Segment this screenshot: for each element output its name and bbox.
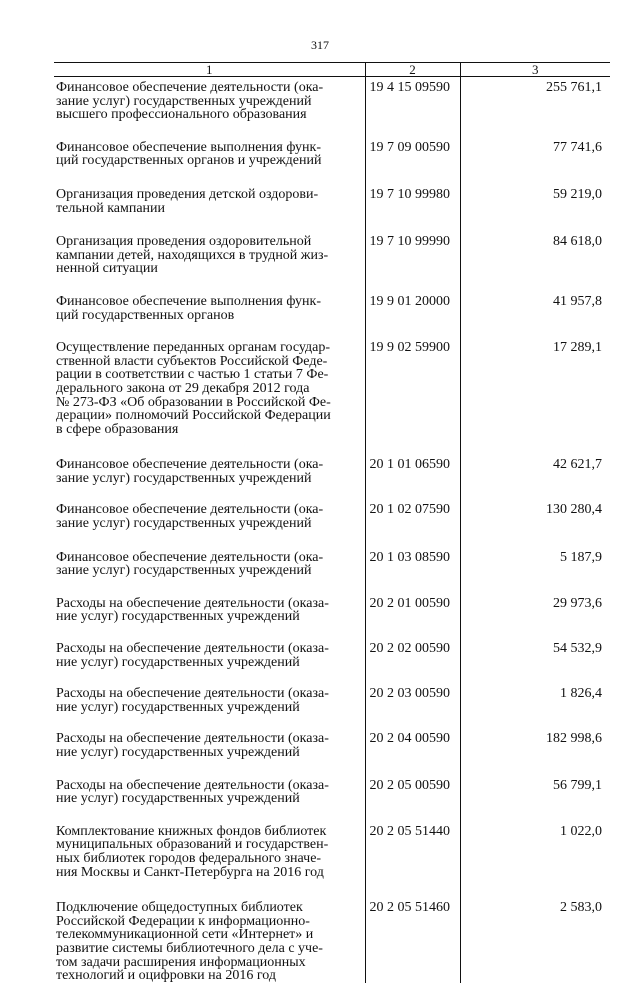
description-line: ние услуг) государственных учреждений <box>56 654 300 670</box>
row-amount: 56 799,1 <box>553 777 602 793</box>
table-header-row <box>54 63 610 77</box>
row-description <box>54 168 365 215</box>
row-code: 20 1 03 08590 <box>365 531 460 578</box>
description-line: Расходы на обеспечение деятельности (оказа- <box>56 641 329 657</box>
row-description <box>54 879 365 983</box>
table-row <box>54 485 610 530</box>
table-row <box>54 276 610 322</box>
row-description <box>54 669 365 714</box>
row-description <box>54 77 365 122</box>
row-description <box>54 714 365 759</box>
description-line: Финансовое обеспечение выполнения функ- <box>56 139 322 155</box>
row-code: 20 1 01 06590 <box>365 436 460 485</box>
row-description <box>54 806 365 879</box>
row-code: 20 1 02 07590 <box>365 485 460 530</box>
row-amount: 1 826,4 <box>560 686 602 702</box>
row-description <box>54 624 365 669</box>
row-code: 20 2 03 00590 <box>365 669 460 714</box>
row-code: 20 2 05 51460 <box>365 879 460 983</box>
description-line: зание услуг) государственных учреждений <box>56 93 312 109</box>
row-amount: 77 741,6 <box>553 139 602 155</box>
row-code: 20 2 02 00590 <box>365 624 460 669</box>
table-row <box>54 168 610 215</box>
description-line: Финансовое обеспечение деятельности (ока- <box>56 549 324 565</box>
description-line: ственной власти субъектов Российской Феде- <box>56 353 328 369</box>
row-amount: 84 618,0 <box>553 234 602 250</box>
row-code: 19 9 01 20000 <box>365 276 460 322</box>
row-amount: 1 022,0 <box>560 823 602 839</box>
description-line: Подключение общедоступных библиотек <box>56 900 303 916</box>
description-line: Расходы на обеспечение деятельности (оказа- <box>56 595 329 611</box>
description-line: Финансовое обеспечение деятельности (ока- <box>56 502 324 518</box>
description-line: ных библиотек городов федерального значе- <box>56 850 322 866</box>
description-line: Комплектование книжных фондов библиотек <box>56 823 327 839</box>
description-line: Финансовое обеспечение выполнения функ- <box>56 293 322 309</box>
row-amount: 255 761,1 <box>546 80 602 95</box>
description-line: том задачи расширения информационных <box>56 954 306 970</box>
table-row <box>54 714 610 759</box>
row-code: 19 4 15 09590 <box>365 77 460 122</box>
description-line: высшего профессионального образования <box>56 107 307 123</box>
page-number: 317 <box>311 38 329 52</box>
row-amount: 29 973,6 <box>553 595 602 611</box>
description-line: ние услуг) государственных учреждений <box>56 699 300 715</box>
row-code: 20 2 01 00590 <box>365 578 460 624</box>
row-description <box>54 276 365 322</box>
row-code: 19 7 10 99980 <box>365 168 460 215</box>
row-amount: 41 957,8 <box>553 293 602 309</box>
table-row <box>54 578 610 624</box>
row-amount: 42 621,7 <box>553 457 602 473</box>
table-row <box>54 77 610 122</box>
description-line: Расходы на обеспечение деятельности (оказа- <box>56 686 329 702</box>
description-line: Расходы на обеспечение деятельности (оказа- <box>56 777 329 793</box>
description-line: ние услуг) государственных учреждений <box>56 791 300 807</box>
row-code: 19 9 02 59900 <box>365 322 460 436</box>
table-row <box>54 436 610 485</box>
description-line: развитие системы библиотечного дела с уче- <box>56 940 323 956</box>
column-header-1: 1 <box>54 63 365 77</box>
table-row <box>54 322 610 436</box>
row-amount: 130 280,4 <box>546 502 602 518</box>
table-row <box>54 624 610 669</box>
row-description <box>54 485 365 530</box>
description-line: дерации» полномочий Российской Федерации <box>56 408 331 424</box>
description-line: муниципальных образований и государствен- <box>56 837 329 853</box>
row-amount: 54 532,9 <box>553 641 602 657</box>
row-description <box>54 578 365 624</box>
row-code: 19 7 09 00590 <box>365 122 460 168</box>
description-line: зание услуг) государственных учреждений <box>56 470 312 486</box>
description-line: зание услуг) государственных учреждений <box>56 563 312 579</box>
description-line: кампании детей, находящихся в трудной жиз- <box>56 247 329 263</box>
description-line: Финансовое обеспечение деятельности (ока- <box>56 80 324 95</box>
description-line: тельной кампании <box>56 200 166 216</box>
budget-table <box>54 62 610 983</box>
row-description <box>54 122 365 168</box>
row-code: 20 2 05 51440 <box>365 806 460 879</box>
row-description <box>54 322 365 436</box>
table-row <box>54 122 610 168</box>
description-line: ния Москвы и Санкт-Петербурга на 2016 год <box>56 864 324 880</box>
table-row <box>54 879 610 983</box>
column-header-2: 2 <box>365 63 460 77</box>
row-code: 19 7 10 99990 <box>365 215 460 276</box>
row-amount: 59 219,0 <box>553 186 602 202</box>
table-row <box>54 760 610 806</box>
row-description <box>54 215 365 276</box>
description-line: Российской Федерации к информационно- <box>56 913 310 929</box>
description-line: ненной ситуации <box>56 261 158 277</box>
description-line: дерального закона от 29 декабря 2012 года <box>56 380 310 396</box>
description-line: телекоммуникационной сети «Интернет» и <box>56 927 314 943</box>
column-header-3: 3 <box>460 63 610 77</box>
description-line: ние услуг) государственных учреждений <box>56 609 300 625</box>
description-line: ций государственных органов и учреждений <box>56 153 322 169</box>
row-code: 20 2 05 00590 <box>365 760 460 806</box>
description-line: Расходы на обеспечение деятельности (оказа- <box>56 731 329 747</box>
table-row <box>54 215 610 276</box>
description-line: Осуществление переданных органам государ- <box>56 340 331 356</box>
description-line: технологий и оцифровки на 2016 год <box>56 968 276 983</box>
row-amount: 182 998,6 <box>546 731 602 747</box>
description-line: № 273-ФЗ «Об образовании в Российской Фе- <box>56 394 331 410</box>
row-amount: 2 583,0 <box>560 900 602 916</box>
row-amount: 5 187,9 <box>560 549 602 565</box>
table-row <box>54 669 610 714</box>
description-line: рации в соответствии с частью 1 статьи 7 Фе- <box>56 367 329 383</box>
description-line: Финансовое обеспечение деятельности (ока- <box>56 457 324 473</box>
description-line: Организация проведения детской оздорови- <box>56 186 319 202</box>
row-description <box>54 760 365 806</box>
row-code: 20 2 04 00590 <box>365 714 460 759</box>
row-amount: 17 289,1 <box>553 340 602 356</box>
row-description <box>54 436 365 485</box>
description-line: ние услуг) государственных учреждений <box>56 745 300 760</box>
description-line: в сфере образования <box>56 421 179 437</box>
description-line: зание услуг) государственных учреждений <box>56 516 312 532</box>
description-line: Организация проведения оздоровительной <box>56 234 312 250</box>
table-row <box>54 806 610 879</box>
table-row <box>54 531 610 578</box>
description-line: ций государственных органов <box>56 307 235 323</box>
row-description <box>54 531 365 578</box>
